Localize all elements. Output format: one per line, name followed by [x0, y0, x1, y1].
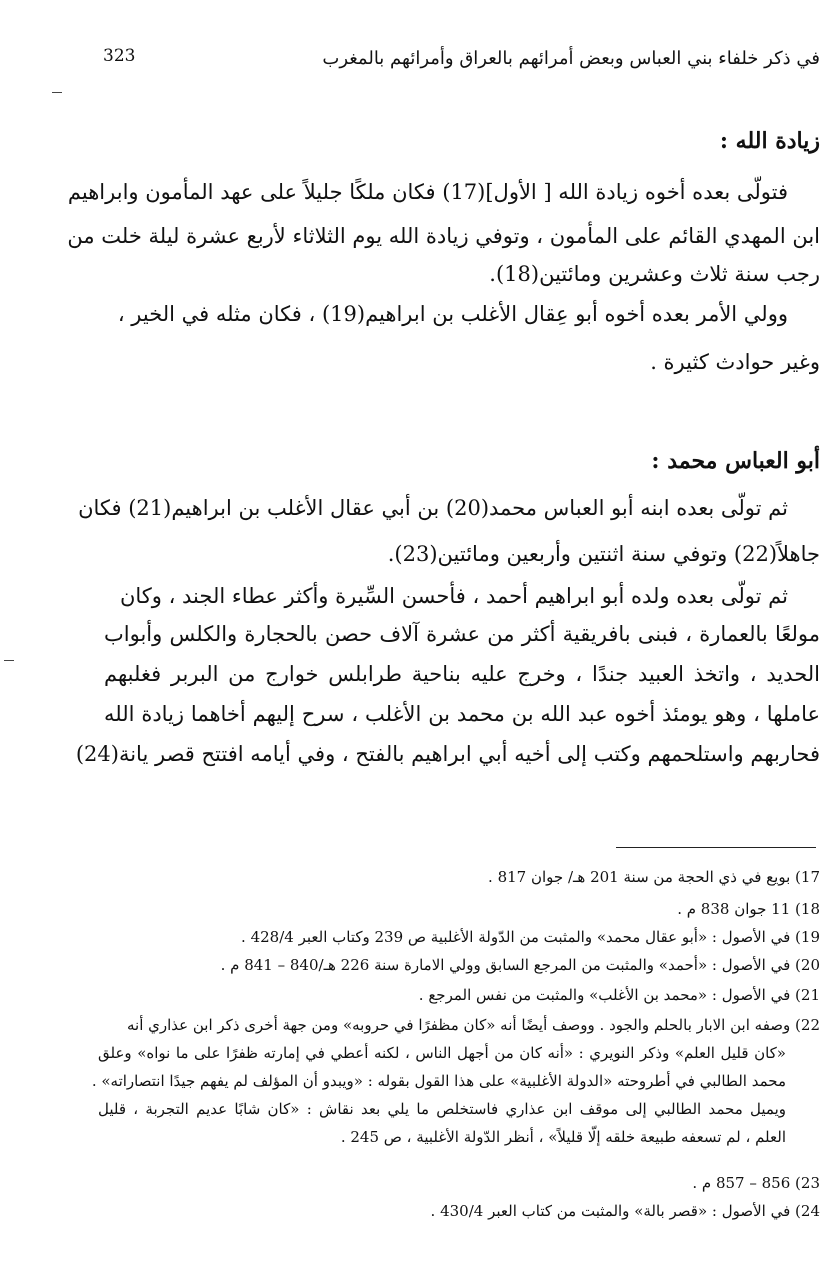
- body-line: فحاربهم واستلحمهم وكتب إلى أخيه أبي ابراهيم بالفتح ، وفي أيامه افتتح قصر يانة(24): [75, 742, 820, 766]
- running-header: [95, 40, 820, 80]
- body-line: ابن المهدي القائم على المأمون ، وتوفي زيادة الله يوم الثلاثاء لأربع عشرة ليلة خلت من: [67, 224, 820, 248]
- margin-mark: [4, 660, 14, 661]
- section-heading-abu-al-abbas: أبو العباس محمد :: [651, 448, 820, 474]
- footnote-22-continuation: «كان قليل العلم» وذكر النويري : «أنه كان من أجهل الناس ، لكنه أعطي في إمارته ظفرًا على ما نواه» وعلق: [98, 1044, 786, 1062]
- footnote-number: 21): [795, 986, 820, 1004]
- footnote-18: [677, 900, 820, 918]
- footnote-22-continuation: العلم ، لم تسعفه طبيعة خلقه إلّا قليلاً» ، أنظر الدّولة الأغلبية ، ص 245 .: [340, 1128, 786, 1146]
- footnote-text: في الأصول : «قصر بالة» والمثبت من كتاب العبر 430/4 .: [430, 1202, 791, 1220]
- footnote-number: 24): [795, 1202, 820, 1220]
- body-line: الحديد ، واتخذ العبيد جندًا ، وخرج عليه بناحية طرابلس خوارج من البربر فغلبهم: [104, 662, 820, 686]
- body-line: وغير حوادث كثيرة .: [650, 350, 820, 374]
- body-line: ثم تولّى بعده ولده أبو ابراهيم أحمد ، فأحسن السِّيرة وأكثر عطاء الجند ، وكان: [119, 584, 788, 608]
- footnote-text: وصفه ابن الابار بالحلم والجود . ووصف أيضًا أنه «كان مظفرًا في حروبه» ومن جهة أخرى ذكر ابن عذاري أنه: [126, 1016, 791, 1034]
- body-line: فتولّى بعده أخوه زيادة الله [ الأول](17) فكان ملكًا جليلاً على عهد المأمون وابراهيم: [67, 180, 788, 204]
- footnote-text: في الأصول : «محمد بن الأغلب» والمثبت من نفس المرجع .: [418, 986, 791, 1004]
- section-heading-ziyadat-allah: زيادة الله :: [719, 128, 820, 154]
- footnote-number: 23): [795, 1174, 820, 1192]
- footnote-22-continuation: محمد الطالبي في أطروحته «الدولة الأغلبية» على هذا القول بقوله : «ويبدو أن المؤلف لم يفهم جيدًا انتصاراته» .: [91, 1072, 786, 1090]
- footnote-23: [692, 1174, 820, 1192]
- footnote-number: 17): [795, 868, 820, 886]
- footnote-21: [419, 986, 820, 1004]
- footnote-22-continuation: ويميل محمد الطالبي إلى موقف ابن عذاري فاستخلص ما يلي بعد نقاش : «كان شابًا عديم التجربة ، قليل: [98, 1100, 786, 1118]
- body-line: رجب سنة ثلاث وعشرين ومائتين(18).: [489, 262, 820, 286]
- footnote-text: 856 – 857 م .: [692, 1174, 791, 1192]
- footnote-17: [488, 868, 820, 886]
- footnote-22: [127, 1016, 820, 1034]
- footnote-number: 20): [795, 956, 820, 974]
- body-line: جاهلاً(22) وتوفي سنة اثنتين وأربعين ومائتين(23).: [387, 542, 820, 566]
- footnote-text: في الأصول : «أبو عقال محمد» والمثبت من الدّولة الأغلبية ص 239 وكتاب العبر 428/4 .: [241, 928, 791, 946]
- footnote-text: بويع في ذي الحجة من سنة 201 هـ/ جوان 817 .: [488, 868, 791, 886]
- footnote-19: [241, 928, 820, 946]
- body-line: مولعًا بالعمارة ، فبنى بافريقية أكثر من عشرة آلاف حصن بالحجارة والكلس وأبواب: [104, 622, 820, 646]
- footnote-number: 19): [795, 928, 820, 946]
- footnote-separator: [616, 847, 816, 848]
- footnote-number: 18): [795, 900, 820, 918]
- footnote-text: في الأصول : «أحمد» والمثبت من المرجع السابق وولي الامارة سنة 226 هـ/840 – 841 م .: [220, 956, 791, 974]
- running-title: في ذكر خلفاء بني العباس وبعض أمرائهم بالعراق وأمرائهم بالمغرب: [322, 48, 820, 69]
- footnote-20: [221, 956, 820, 974]
- margin-mark: [52, 92, 62, 93]
- page-number: 323: [103, 46, 136, 66]
- body-line: وولي الأمر بعده أخوه أبو عِقال الأغلب بن ابراهيم(19) ، فكان مثله في الخير ،: [117, 302, 788, 326]
- footnote-24: [431, 1202, 820, 1220]
- body-line: عاملها ، وهو يومئذ أخوه عبد الله بن محمد بن الأغلب ، سرح إليهم أخاهما زيادة الله: [104, 702, 820, 726]
- footnote-text: 11 جوان 838 م .: [677, 900, 791, 918]
- body-line: ثم تولّى بعده ابنه أبو العباس محمد(20) بن أبي عقال الأغلب بن ابراهيم(21) فكان: [78, 496, 788, 520]
- footnote-number: 22): [795, 1016, 820, 1034]
